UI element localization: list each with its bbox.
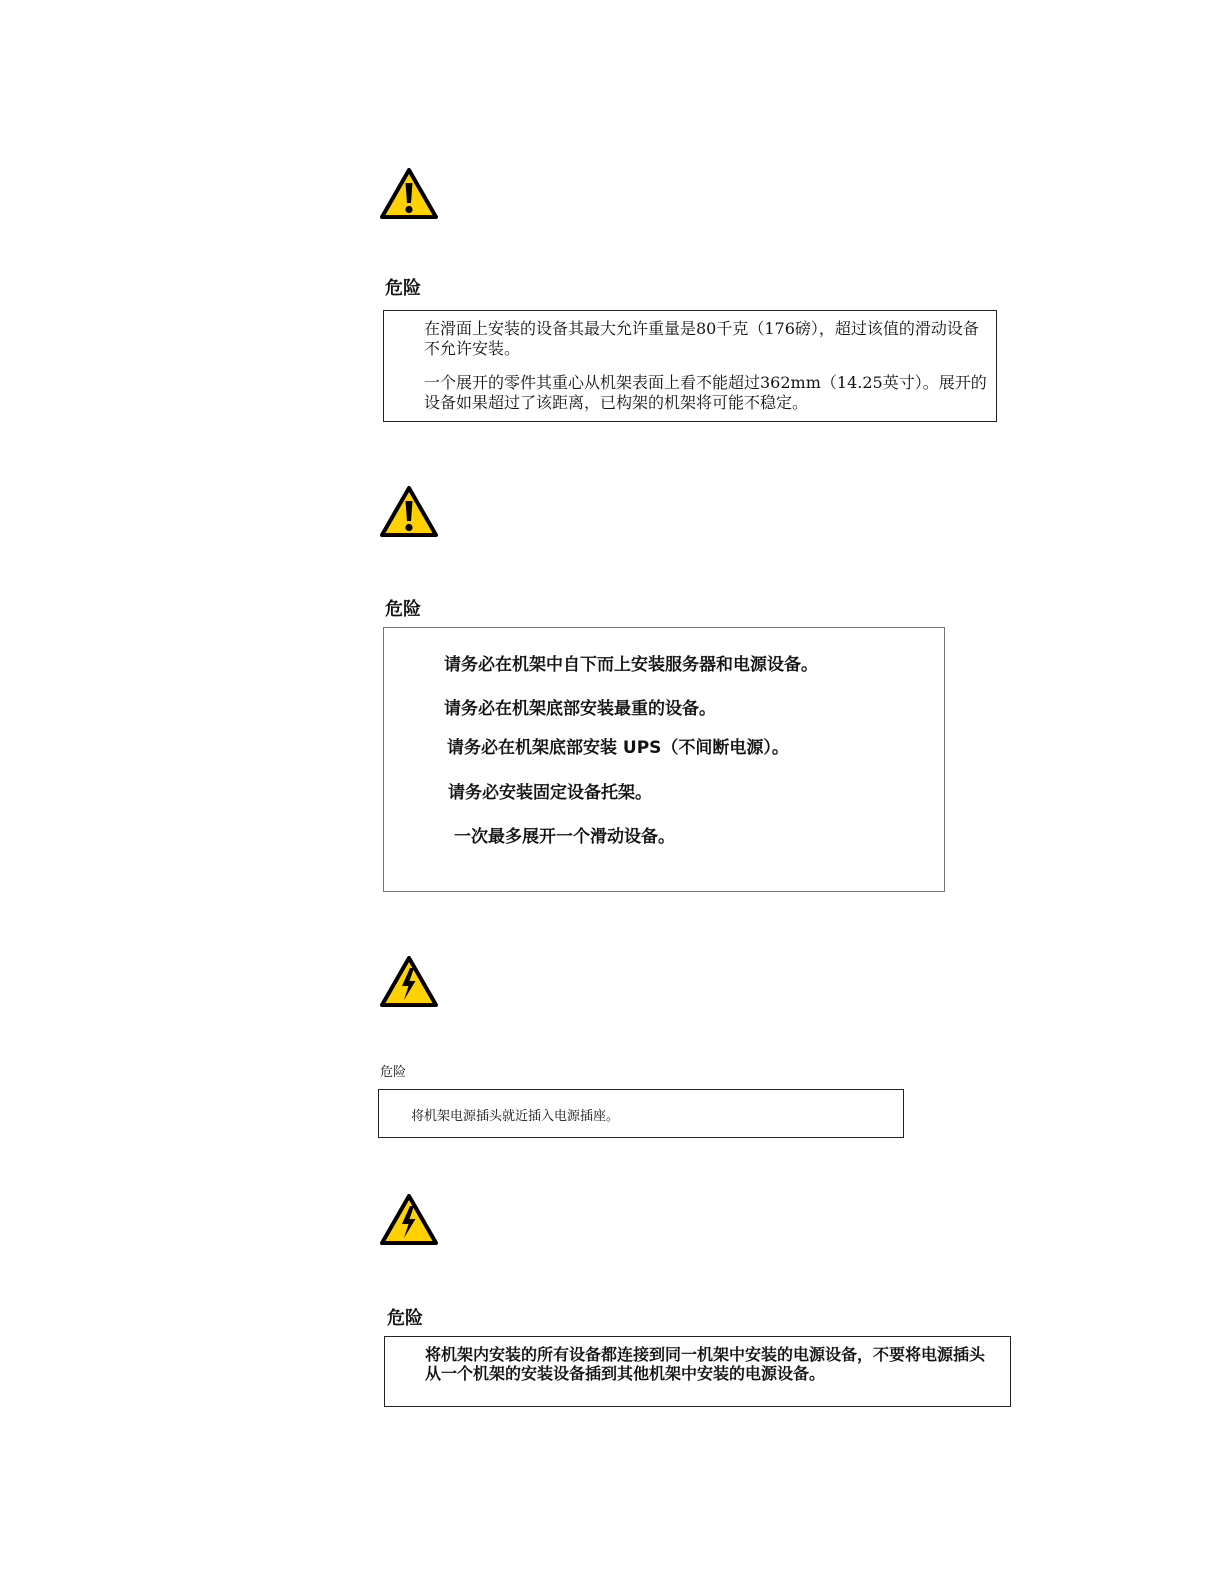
list-item: 请务必在机架底部安装最重的设备。 (444, 699, 716, 719)
danger-label: 危险 (387, 1308, 423, 1329)
caution-exclamation-icon (379, 485, 439, 539)
danger-notice-box (378, 1089, 904, 1138)
caution-exclamation-icon (379, 167, 439, 221)
list-item: 请务必在机架底部安装 UPS（不间断电源）。 (447, 738, 789, 758)
danger-label: 危险 (385, 599, 421, 620)
list-item: 在滑面上安装的设备其最大允许重量是80千克（176磅），超过该值的滑动设备不允许安装。 (424, 319, 979, 358)
danger-label: 危险 (385, 278, 421, 299)
list-item: 一个展开的零件其重心从机架表面上看不能超过362mm（14.25英寸）。展开的设备如果超过了该距离，已构架的机架将可能不稳定。 (424, 373, 987, 412)
electrical-hazard-icon (379, 955, 439, 1009)
list-item: 一次最多展开一个滑动设备。 (454, 827, 675, 847)
danger-notice-box (383, 310, 997, 422)
danger-notice-box (383, 627, 945, 892)
list-item: 请务必安装固定设备托架。 (448, 783, 652, 803)
list-item: 请务必在机架中自下而上安装服务器和电源设备。 (444, 655, 818, 675)
notice-text: 将机架电源插头就近插入电源插座。 (411, 1109, 620, 1124)
notice-text: 将机架内安装的所有设备都连接到同一机架中安装的电源设备，不要将电源插头从一个机架的安装设备插到其他机架中安装的电源设备。 (425, 1345, 986, 1383)
danger-label: 危险 (380, 1065, 407, 1080)
danger-notice-box (384, 1336, 1011, 1407)
electrical-hazard-icon (379, 1193, 439, 1247)
